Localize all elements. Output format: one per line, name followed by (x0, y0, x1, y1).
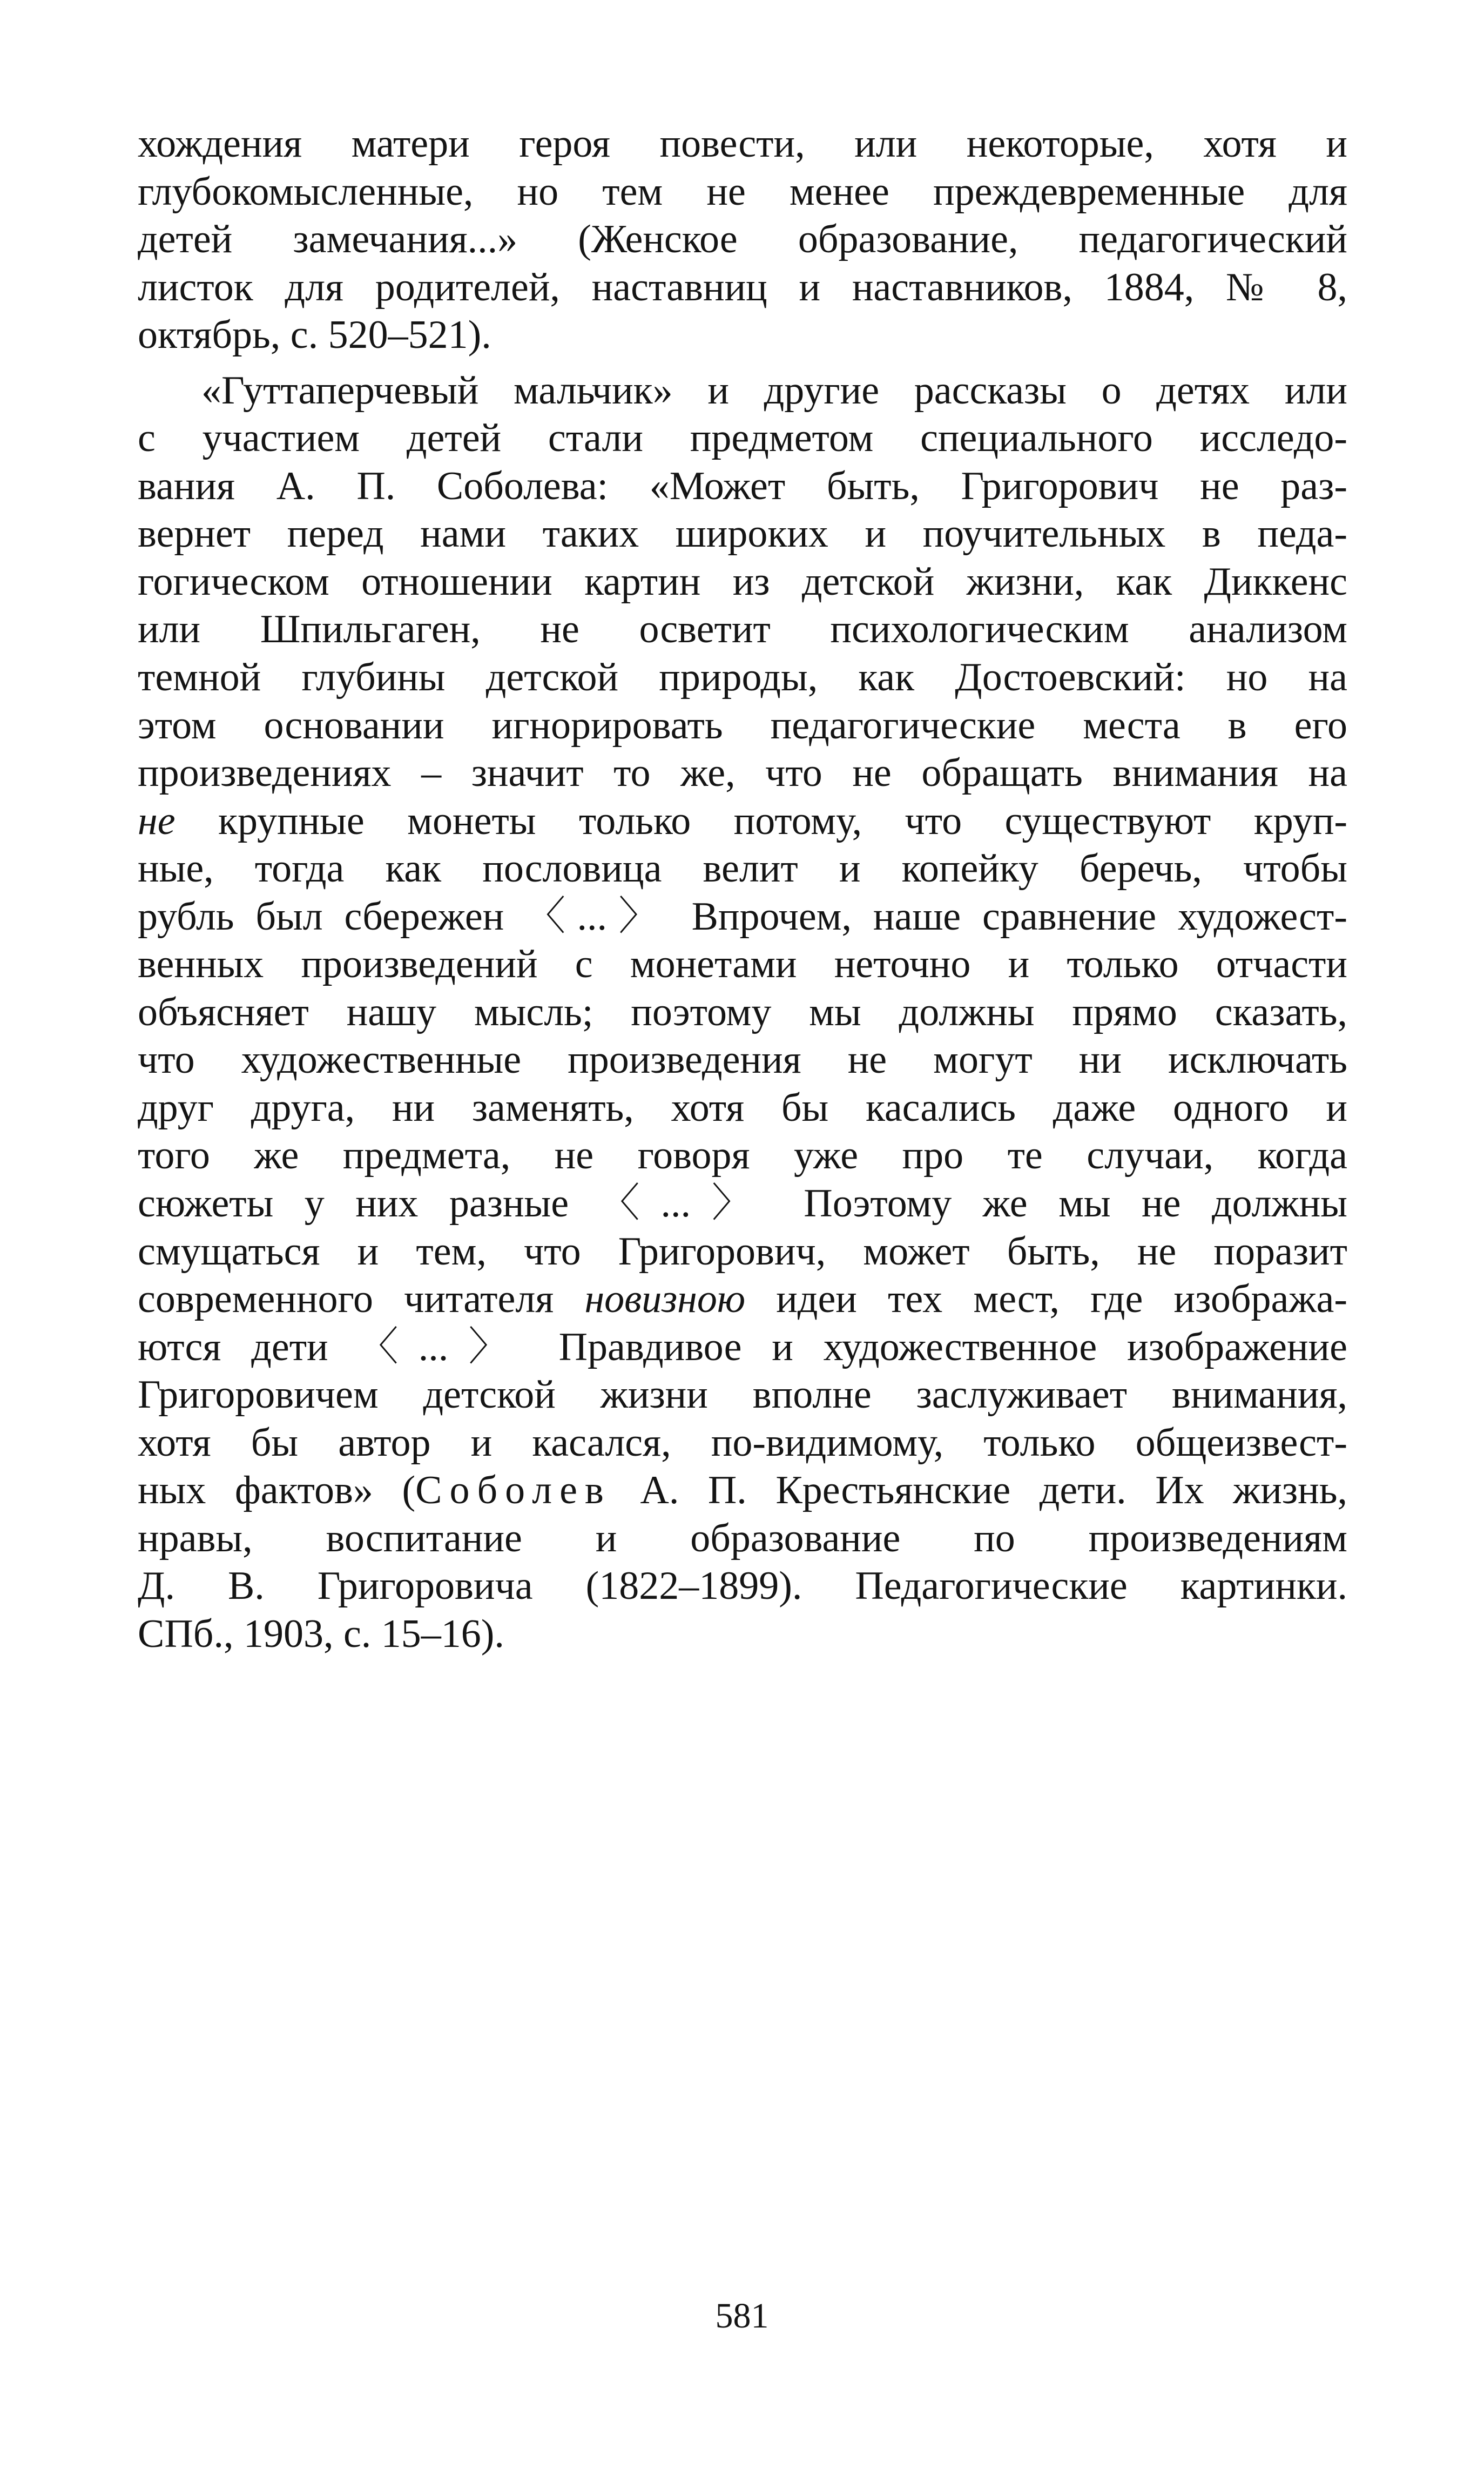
text-segment: темной глубины детской природы, как Достоевский: но на (138, 655, 1347, 700)
text-segment: современного читателя (138, 1277, 585, 1322)
text-line (138, 797, 1347, 845)
text-segment: хотя бы автор и касался, по-видимому, только общеизвест- (138, 1420, 1347, 1465)
text-line (138, 1180, 1347, 1228)
text-segment: глубокомысленные, но тем не менее преждевременные для (138, 169, 1347, 214)
text-line (138, 654, 1347, 702)
text-segment: октябрь, с. 520–521). (138, 313, 491, 358)
text-line (138, 1419, 1347, 1467)
text-segment-italic: новизною (584, 1277, 746, 1322)
text-line (138, 1275, 1347, 1323)
text-segment: ных фактов» ( (138, 1468, 416, 1513)
text-line (138, 311, 1347, 359)
text-segment: ются дети 〈...〉 Правдивое и художественное изображение (138, 1324, 1347, 1369)
text-segment: сюжеты у них разные 〈...〉 Поэтому же мы не должны (138, 1181, 1347, 1226)
text-line (138, 749, 1347, 797)
text-segment: вания А. П. Соболева: «Может быть, Григорович не раз- (138, 463, 1347, 508)
text-line (138, 1467, 1347, 1515)
text-line (138, 367, 1347, 415)
text-line (138, 1132, 1347, 1180)
text-segment: детей замечания...» (Женское образование, педагогический (138, 217, 1347, 262)
text-segment: нравы, воспитание и образование по произведениям (138, 1516, 1347, 1560)
text-line (138, 1515, 1347, 1563)
text-line (138, 264, 1347, 312)
text-segment: рубль был сбережен 〈...〉 Впрочем, наше сравнение художест- (138, 894, 1347, 939)
text-segment: хождения матери героя повести, или некоторые, хотя и (138, 122, 1347, 166)
text-segment: венных произведений с монетами неточно и только отчасти (138, 942, 1347, 987)
text-line (138, 1610, 1347, 1658)
text-line (138, 1371, 1347, 1419)
text-line (138, 702, 1347, 750)
page-number: 581 (715, 2296, 769, 2336)
text-line (138, 940, 1347, 988)
text-line (138, 120, 1347, 168)
text-segment: этом основании игнорировать педагогические места в его (138, 703, 1347, 748)
text-line (138, 510, 1347, 558)
text-line (138, 845, 1347, 893)
text-segment: с участием детей стали предметом специального исследо- (138, 416, 1347, 461)
text-segment: Григоровичем детской жизни вполне заслуживает внимания, (138, 1373, 1347, 1417)
paragraph (138, 367, 1347, 1658)
text-line (138, 1228, 1347, 1276)
text-segment: СПб., 1903, с. 15–16). (138, 1611, 504, 1656)
text-line (138, 558, 1347, 606)
paragraph-gap (138, 359, 1347, 367)
text-segment: произведениях – значит то же, что не обращать внимания на (138, 751, 1347, 796)
text-segment: ные, тогда как пословица велит и копейку беречь, чтобы (138, 846, 1347, 891)
text-segment: или Шпильгаген, не осветит психологическим анализом (138, 607, 1347, 652)
text-line (138, 1036, 1347, 1084)
text-segment: «Гуттаперчевый мальчик» и другие рассказы о детях или (201, 368, 1347, 413)
paragraph (138, 120, 1347, 359)
text-segment: гогическом отношении картин из детской жизни, как Диккенс (138, 559, 1347, 604)
text-line (138, 1562, 1347, 1610)
text-segment: объясняет нашу мысль; поэтому мы должны прямо сказать, (138, 990, 1347, 1034)
text-segment: друг друга, ни заменять, хотя бы касались даже одного и (138, 1085, 1347, 1130)
text-segment: идеи тех мест, где изобража- (745, 1277, 1347, 1322)
text-line (138, 606, 1347, 654)
text-segment: А. П. Крестьянские дети. Их жизнь, (611, 1468, 1347, 1513)
text-segment: вернет перед нами таких широких и поучительных в педа- (138, 512, 1347, 556)
text-segment: листок для родителей, наставниц и наставников, 1884, № 8, (138, 265, 1347, 310)
text-line (138, 1084, 1347, 1132)
text-segment: смущаться и тем, что Григорович, может быть, не поразит (138, 1229, 1347, 1274)
text-line (138, 988, 1347, 1037)
text-segment: что художественные произведения не могут ни исключать (138, 1038, 1347, 1082)
main-text (138, 120, 1347, 1658)
text-line (138, 893, 1347, 941)
text-line (138, 216, 1347, 264)
text-segment: того же предмета, не говоря уже про те случаи, когда (138, 1133, 1347, 1178)
text-segment-spaced: Соболев (415, 1468, 611, 1513)
text-line (138, 168, 1347, 216)
text-line (138, 1323, 1347, 1371)
text-segment: крупные монеты только потому, что существуют круп- (175, 798, 1347, 843)
text-segment: Д. В. Григоровича (1822–1899). Педагогические картинки. (138, 1564, 1347, 1609)
text-segment-italic: не (138, 798, 176, 843)
text-line (138, 462, 1347, 510)
text-line (138, 414, 1347, 462)
